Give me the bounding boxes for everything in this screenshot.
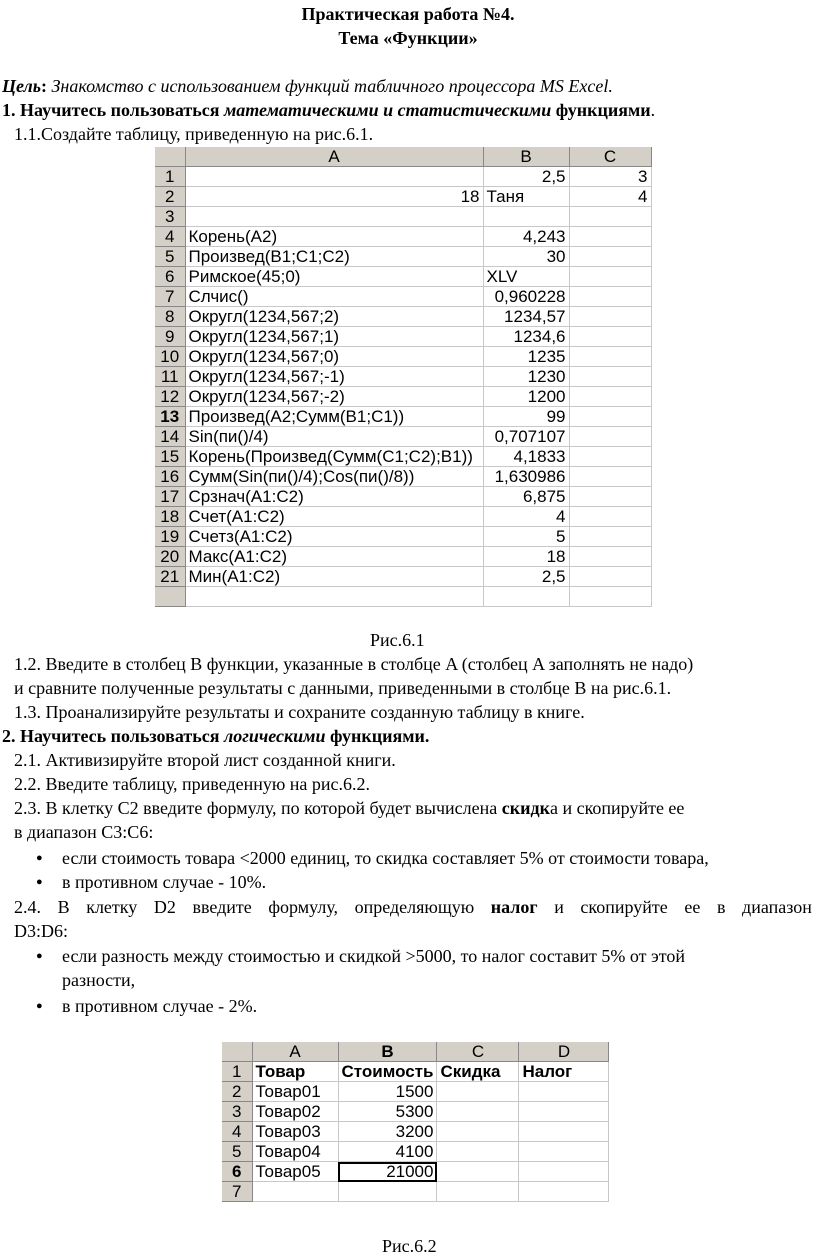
table-row xyxy=(222,1062,609,1082)
table-row xyxy=(222,1082,609,1102)
goal-colon: : xyxy=(41,76,48,96)
row-header[interactable]: 14 xyxy=(155,427,185,447)
cell-c[interactable] xyxy=(569,387,651,407)
s24-w7: определяющую xyxy=(354,897,475,917)
cell-a[interactable]: Корень(A2) xyxy=(185,227,483,247)
cell-c[interactable] xyxy=(569,467,651,487)
doc-subtitle: Тема «Функции» xyxy=(338,28,478,48)
cell-a[interactable]: Сумм(Sin(пи()/4);Cos(пи()/8)) xyxy=(185,467,483,487)
table-row xyxy=(155,247,651,267)
s1-dot: . xyxy=(650,100,656,120)
s24-w3: клетку xyxy=(86,897,138,917)
step-2-4 xyxy=(14,897,812,918)
cell-d[interactable] xyxy=(519,1102,609,1122)
cell-c[interactable] xyxy=(569,487,651,507)
bullet-1: ● если стоимость товара <2000 единиц, то скидка составляет 5% от стоимости товара, xyxy=(62,848,709,869)
table-row xyxy=(222,1162,609,1182)
table-row xyxy=(155,307,651,327)
s24-w9: и xyxy=(554,897,564,917)
cell-b[interactable]: 5 xyxy=(483,527,569,547)
s1-italic: математическими и статистическими xyxy=(223,100,552,120)
cell-a[interactable] xyxy=(252,1182,338,1202)
cell-b[interactable]: Стоимость xyxy=(338,1062,437,1082)
cell-c[interactable] xyxy=(569,247,651,267)
goal-line xyxy=(2,76,613,97)
cell-b[interactable]: 1230 xyxy=(483,367,569,387)
s2-italic: логическими xyxy=(223,726,326,746)
row-header[interactable]: 11 xyxy=(155,367,185,387)
s24-w6: формулу, xyxy=(268,897,339,917)
s24-w2: В xyxy=(57,897,70,917)
cell-a[interactable]: Sin(пи()/4) xyxy=(185,427,483,447)
cell-a[interactable]: Счетз(A1:C2) xyxy=(185,527,483,547)
row-header[interactable]: 12 xyxy=(155,387,185,407)
row-header[interactable]: 2 xyxy=(222,1082,252,1102)
table-row xyxy=(155,527,651,547)
cell-a[interactable]: 18 xyxy=(185,187,483,207)
cell-c[interactable]: 4 xyxy=(569,187,651,207)
cell-b[interactable]: 1200 xyxy=(483,387,569,407)
spreadsheet-fig-6-2 xyxy=(222,1042,610,1232)
cell-a[interactable]: Округл(1234,567;1) xyxy=(185,327,483,347)
cell-b[interactable]: Таня xyxy=(483,187,569,207)
step-2-4-cont: D3:D6: xyxy=(14,921,68,941)
table-row xyxy=(155,167,651,187)
cell-c[interactable]: 3 xyxy=(569,167,651,187)
table-row xyxy=(155,367,651,387)
table-row xyxy=(155,447,651,467)
s1-tail: функциями xyxy=(551,100,651,120)
s1-num: 1. Научитесь пользоваться xyxy=(2,100,224,120)
s24-w11: ее xyxy=(684,897,701,917)
section-2-heading xyxy=(2,726,429,747)
row-header[interactable]: 20 xyxy=(155,547,185,567)
cell-b[interactable]: 1234,57 xyxy=(483,307,569,327)
bullet-3-cont: разности, xyxy=(62,970,136,990)
cell-b[interactable]: 0,707107 xyxy=(483,427,569,447)
cell-a[interactable]: Слчис() xyxy=(185,287,483,307)
cell-b[interactable]: 0,960228 xyxy=(483,287,569,307)
s24-w8: налог xyxy=(490,897,538,917)
row-header[interactable]: 10 xyxy=(155,347,185,367)
cell-b[interactable]: 99 xyxy=(483,407,569,427)
header-row xyxy=(155,147,651,167)
cell-a[interactable]: Счет(A1:C2) xyxy=(185,507,483,527)
table-row xyxy=(155,467,651,487)
s24-w1: 2.4. xyxy=(14,897,41,917)
table-row xyxy=(155,347,651,367)
s24-w5: введите xyxy=(192,897,252,917)
bullet-3-text: ● если разность между стоимостью и скидкой >5000, то налог составит 5% от этой xyxy=(62,946,686,966)
step-2-1: 2.1. Активизируйте второй лист созданной книги. xyxy=(14,750,396,770)
column-header[interactable]: B xyxy=(338,1042,437,1062)
row-header[interactable]: 18 xyxy=(155,507,185,527)
row-header[interactable]: 2 xyxy=(155,187,185,207)
step-1-2: 1.2. Введите в столбец B функции, указанные в столбце A (столбец A заполнять не надо) xyxy=(14,654,694,674)
row-header[interactable]: 4 xyxy=(222,1122,252,1142)
cell-a[interactable] xyxy=(185,207,483,227)
step-1-1: 1.1.Создайте таблицу, приведенную на рис.6.1. xyxy=(14,124,374,144)
row-header[interactable]: 3 xyxy=(222,1102,252,1122)
empty-cell[interactable] xyxy=(185,587,483,607)
cell-d[interactable] xyxy=(519,1122,609,1142)
doc-title: Практическая работа №4. xyxy=(301,4,515,24)
row-header[interactable]: 3 xyxy=(155,207,185,227)
s24-w12: в xyxy=(716,897,726,917)
cell-b[interactable]: 4 xyxy=(483,507,569,527)
cell-c[interactable] xyxy=(569,227,651,247)
goal-label: Цель xyxy=(2,76,42,96)
table-row xyxy=(155,187,651,207)
cell-c[interactable] xyxy=(569,407,651,427)
row-header[interactable]: 6 xyxy=(155,267,185,287)
cell-b[interactable]: 1,630986 xyxy=(483,467,569,487)
bullet-3 xyxy=(62,946,814,967)
column-header[interactable]: C xyxy=(437,1042,519,1062)
s23-post: а и скопируйте ее xyxy=(549,798,685,818)
column-header[interactable]: A xyxy=(185,147,483,167)
empty-cell[interactable] xyxy=(483,587,569,607)
cell-b[interactable] xyxy=(338,1182,437,1202)
cell-c[interactable] xyxy=(569,367,651,387)
cell-a[interactable]: Округл(1234,567;2) xyxy=(185,307,483,327)
empty-cell[interactable] xyxy=(569,587,651,607)
cell-a[interactable]: Римское(45;0) xyxy=(185,267,483,287)
table-row xyxy=(222,1182,609,1202)
cell-d[interactable] xyxy=(519,1142,609,1162)
row-header[interactable]: 13 xyxy=(155,407,185,427)
s2-tail: функциями. xyxy=(325,726,430,746)
cell-c[interactable] xyxy=(569,307,651,327)
cell-b[interactable]: 18 xyxy=(483,547,569,567)
cell-b[interactable]: 1234,6 xyxy=(483,327,569,347)
cell-a[interactable]: Товар01 xyxy=(252,1082,338,1102)
cell-a[interactable]: Товар05 xyxy=(252,1162,338,1182)
cell-c[interactable] xyxy=(437,1162,519,1182)
cell-d[interactable] xyxy=(519,1182,609,1202)
cell-a[interactable]: Округл(1234,567;-2) xyxy=(185,387,483,407)
s23-bold: скидк xyxy=(501,798,550,818)
cell-b[interactable]: 21000 xyxy=(338,1162,437,1182)
s23-pre: 2.3. В клетку С2 введите формулу, по которой будет вычислена xyxy=(14,798,502,818)
table-row xyxy=(222,1102,609,1122)
table-row xyxy=(155,267,651,287)
column-header[interactable]: C xyxy=(569,147,651,167)
cell-a[interactable]: Мин(A1:C2) xyxy=(185,567,483,587)
row-header[interactable]: 19 xyxy=(155,527,185,547)
cell-b[interactable]: 3200 xyxy=(338,1122,437,1142)
figure-caption-1: Рис.6.1 xyxy=(370,630,425,650)
table-row xyxy=(155,227,651,247)
step-1-2-cont: и сравните полученные результаты с данными, приведенными в столбце B на рис.6.1. xyxy=(14,678,672,698)
cell-c[interactable] xyxy=(569,567,651,587)
table-row xyxy=(155,487,651,507)
row-header[interactable]: 15 xyxy=(155,447,185,467)
cell-b[interactable]: 4,1833 xyxy=(483,447,569,467)
cell-b[interactable]: 30 xyxy=(483,247,569,267)
cell-b[interactable]: 6,875 xyxy=(483,487,569,507)
table-row xyxy=(155,327,651,347)
row-header[interactable]: 7 xyxy=(155,287,185,307)
table-row xyxy=(155,567,651,587)
cell-b[interactable]: 5300 xyxy=(338,1102,437,1122)
table-row xyxy=(155,207,651,227)
cell-a[interactable]: Товар xyxy=(252,1062,338,1082)
row-header[interactable]: 17 xyxy=(155,487,185,507)
cell-a[interactable]: Произвед(B1;C1;C2) xyxy=(185,247,483,267)
cell-c[interactable] xyxy=(569,427,651,447)
cell-c[interactable] xyxy=(569,527,651,547)
column-header[interactable]: D xyxy=(519,1042,609,1062)
cell-c[interactable] xyxy=(569,547,651,567)
empty-cell[interactable] xyxy=(155,587,185,607)
bullet-4: ● в противном случае - 2%. xyxy=(62,996,257,1017)
cell-d[interactable]: Налог xyxy=(519,1062,609,1082)
cell-c[interactable] xyxy=(569,347,651,367)
column-header[interactable]: A xyxy=(252,1042,338,1062)
table-row xyxy=(155,287,651,307)
s24-w13: диапазон xyxy=(742,897,812,917)
table-row xyxy=(222,1142,609,1162)
cell-b[interactable]: 2,5 xyxy=(483,167,569,187)
table-row xyxy=(155,547,651,567)
cell-b[interactable]: 2,5 xyxy=(483,567,569,587)
s2-num: 2. Научитесь пользоваться xyxy=(2,726,224,746)
row-header[interactable]: 8 xyxy=(155,307,185,327)
row-header[interactable]: 7 xyxy=(222,1182,252,1202)
goal-text: Знакомство с использованием функций табличного процессора MS Excel. xyxy=(47,76,613,96)
cell-b[interactable]: 4,243 xyxy=(483,227,569,247)
figure-caption-2: Рис.6.2 xyxy=(382,1236,437,1256)
cell-a[interactable]: Макс(A1:C2) xyxy=(185,547,483,567)
cell-c[interactable] xyxy=(569,207,651,227)
cell-c[interactable] xyxy=(569,287,651,307)
step-1-3: 1.3. Проанализируйте результаты и сохраните созданную таблицу в книге. xyxy=(14,702,585,722)
cell-a[interactable]: Товар02 xyxy=(252,1102,338,1122)
cell-a[interactable]: Округл(1234,567;0) xyxy=(185,347,483,367)
s24-w10: скопируйте xyxy=(580,897,668,917)
cell-b[interactable] xyxy=(483,207,569,227)
cell-c[interactable] xyxy=(569,507,651,527)
cell-c[interactable] xyxy=(437,1082,519,1102)
row-header[interactable]: 16 xyxy=(155,467,185,487)
row-header[interactable]: 4 xyxy=(155,227,185,247)
cell-c[interactable] xyxy=(569,327,651,347)
step-2-2: 2.2. Введите таблицу, приведенную на рис.6.2. xyxy=(14,774,371,794)
cell-c[interactable] xyxy=(437,1182,519,1202)
section-1-heading xyxy=(2,100,655,121)
cell-b[interactable]: 4100 xyxy=(338,1142,437,1162)
cell-c[interactable] xyxy=(569,447,651,467)
table-row-partial xyxy=(155,587,651,607)
s24-w4: D2 xyxy=(153,897,176,917)
cell-a[interactable]: Корень(Произвед(Сумм(C1;C2);B1)) xyxy=(185,447,483,467)
cell-a[interactable] xyxy=(185,167,483,187)
table-row xyxy=(155,407,651,427)
row-header[interactable]: 9 xyxy=(155,327,185,347)
row-header[interactable]: 1 xyxy=(222,1062,252,1082)
cell-c[interactable]: Скидка xyxy=(437,1062,519,1082)
cell-c[interactable] xyxy=(569,267,651,287)
cell-d[interactable] xyxy=(519,1162,609,1182)
bullet-2: ● в противном случае - 10%. xyxy=(62,872,266,893)
step-2-3-cont: в диапазон С3:С6: xyxy=(14,822,154,842)
select-all-corner[interactable] xyxy=(155,147,185,167)
column-header[interactable]: B xyxy=(483,147,569,167)
row-header[interactable]: 6 xyxy=(222,1162,252,1182)
cell-b[interactable]: 1235 xyxy=(483,347,569,367)
row-header[interactable]: 21 xyxy=(155,567,185,587)
table-row xyxy=(155,427,651,447)
table-row xyxy=(222,1122,609,1142)
cell-c[interactable] xyxy=(437,1102,519,1122)
spreadsheet-fig-6-1 xyxy=(155,147,665,625)
cell-a[interactable]: Товар03 xyxy=(252,1122,338,1142)
cell-c[interactable] xyxy=(437,1122,519,1142)
cell-a[interactable]: Округл(1234,567;-1) xyxy=(185,367,483,387)
header-row xyxy=(222,1042,609,1062)
step-2-3 xyxy=(14,798,684,819)
row-header[interactable]: 5 xyxy=(222,1142,252,1162)
table-row xyxy=(155,507,651,527)
table-row xyxy=(155,387,651,407)
cell-a[interactable]: Срзнач(A1:C2) xyxy=(185,487,483,507)
cell-b[interactable]: 1500 xyxy=(338,1082,437,1102)
row-header[interactable]: 5 xyxy=(155,247,185,267)
cell-d[interactable] xyxy=(519,1082,609,1102)
cell-c[interactable] xyxy=(437,1142,519,1162)
cell-a[interactable]: Произвед(A2;Сумм(B1;C1)) xyxy=(185,407,483,427)
cell-b[interactable]: XLV xyxy=(483,267,569,287)
select-all-corner[interactable] xyxy=(222,1042,252,1062)
bullet-3-line xyxy=(62,946,814,967)
row-header[interactable]: 1 xyxy=(155,167,185,187)
cell-a[interactable]: Товар04 xyxy=(252,1142,338,1162)
